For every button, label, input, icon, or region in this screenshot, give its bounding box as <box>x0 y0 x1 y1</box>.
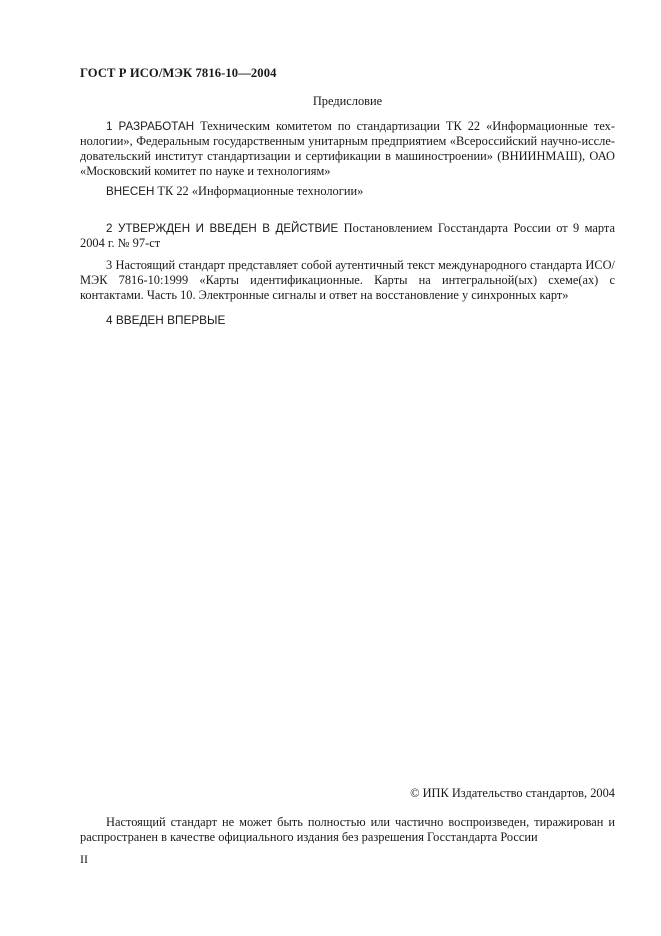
paragraph-text: Постановлением Госстандарта России от 9 марта 2004 г. № 97-ст <box>80 221 616 250</box>
paragraph-lead: ВНЕСЕН <box>106 185 155 198</box>
paragraph-lead: 4 ВВЕДЕН ВПЕРВЫЕ <box>106 313 226 327</box>
paragraph-text: Техническим комитетом по стандартизации ТК 22 «Информационные технологии», Федеральным государственным унитарным предприятием «Всероссийский научно-исследовательский институт стандартизации и сертификации в машиностроении» (ВНИИНМАШ), ОАО «Московский комитет по науке и технологиям» <box>80 119 615 178</box>
paragraph-lead: 1 РАЗРАБОТАН <box>106 120 195 133</box>
standard-code-header: ГОСТ Р ИСО/МЭК 7816-10—2004 <box>80 66 277 80</box>
paragraph-developed-by <box>80 119 615 179</box>
section-title: Предисловие <box>312 94 383 108</box>
paragraph-introduced-first <box>80 313 615 328</box>
reproduction-notice: Настоящий стандарт не может быть полностью или частично воспроизведен, тиражирован и распространен в качестве официального издания без разрешения Госстандарта России <box>80 815 615 844</box>
paragraph-lead: 2 УТВЕРЖДЕН И ВВЕДЕН В ДЕЙСТВИЕ <box>106 222 339 235</box>
paragraph-approved <box>80 221 615 251</box>
paragraph-submitted-by <box>80 184 615 199</box>
paragraph-text: 3 Настоящий стандарт представляет собой аутентичный текст международного стандарта ИСО/МЭК 7816-10:1999 «Карты идентификационные. Карты на интегральной(ых) схеме(ах) с контактами. Часть 10. Электронные сигналы и ответ на восстановление у синхронных карт» <box>80 258 615 302</box>
paragraph-text: ТК 22 «Информационные технологии» <box>154 184 364 198</box>
page-number: II <box>80 852 88 866</box>
copyright-line: © ИПК Издательство стандартов, 2004 <box>410 786 615 800</box>
paragraph-authentic-text <box>80 258 615 303</box>
